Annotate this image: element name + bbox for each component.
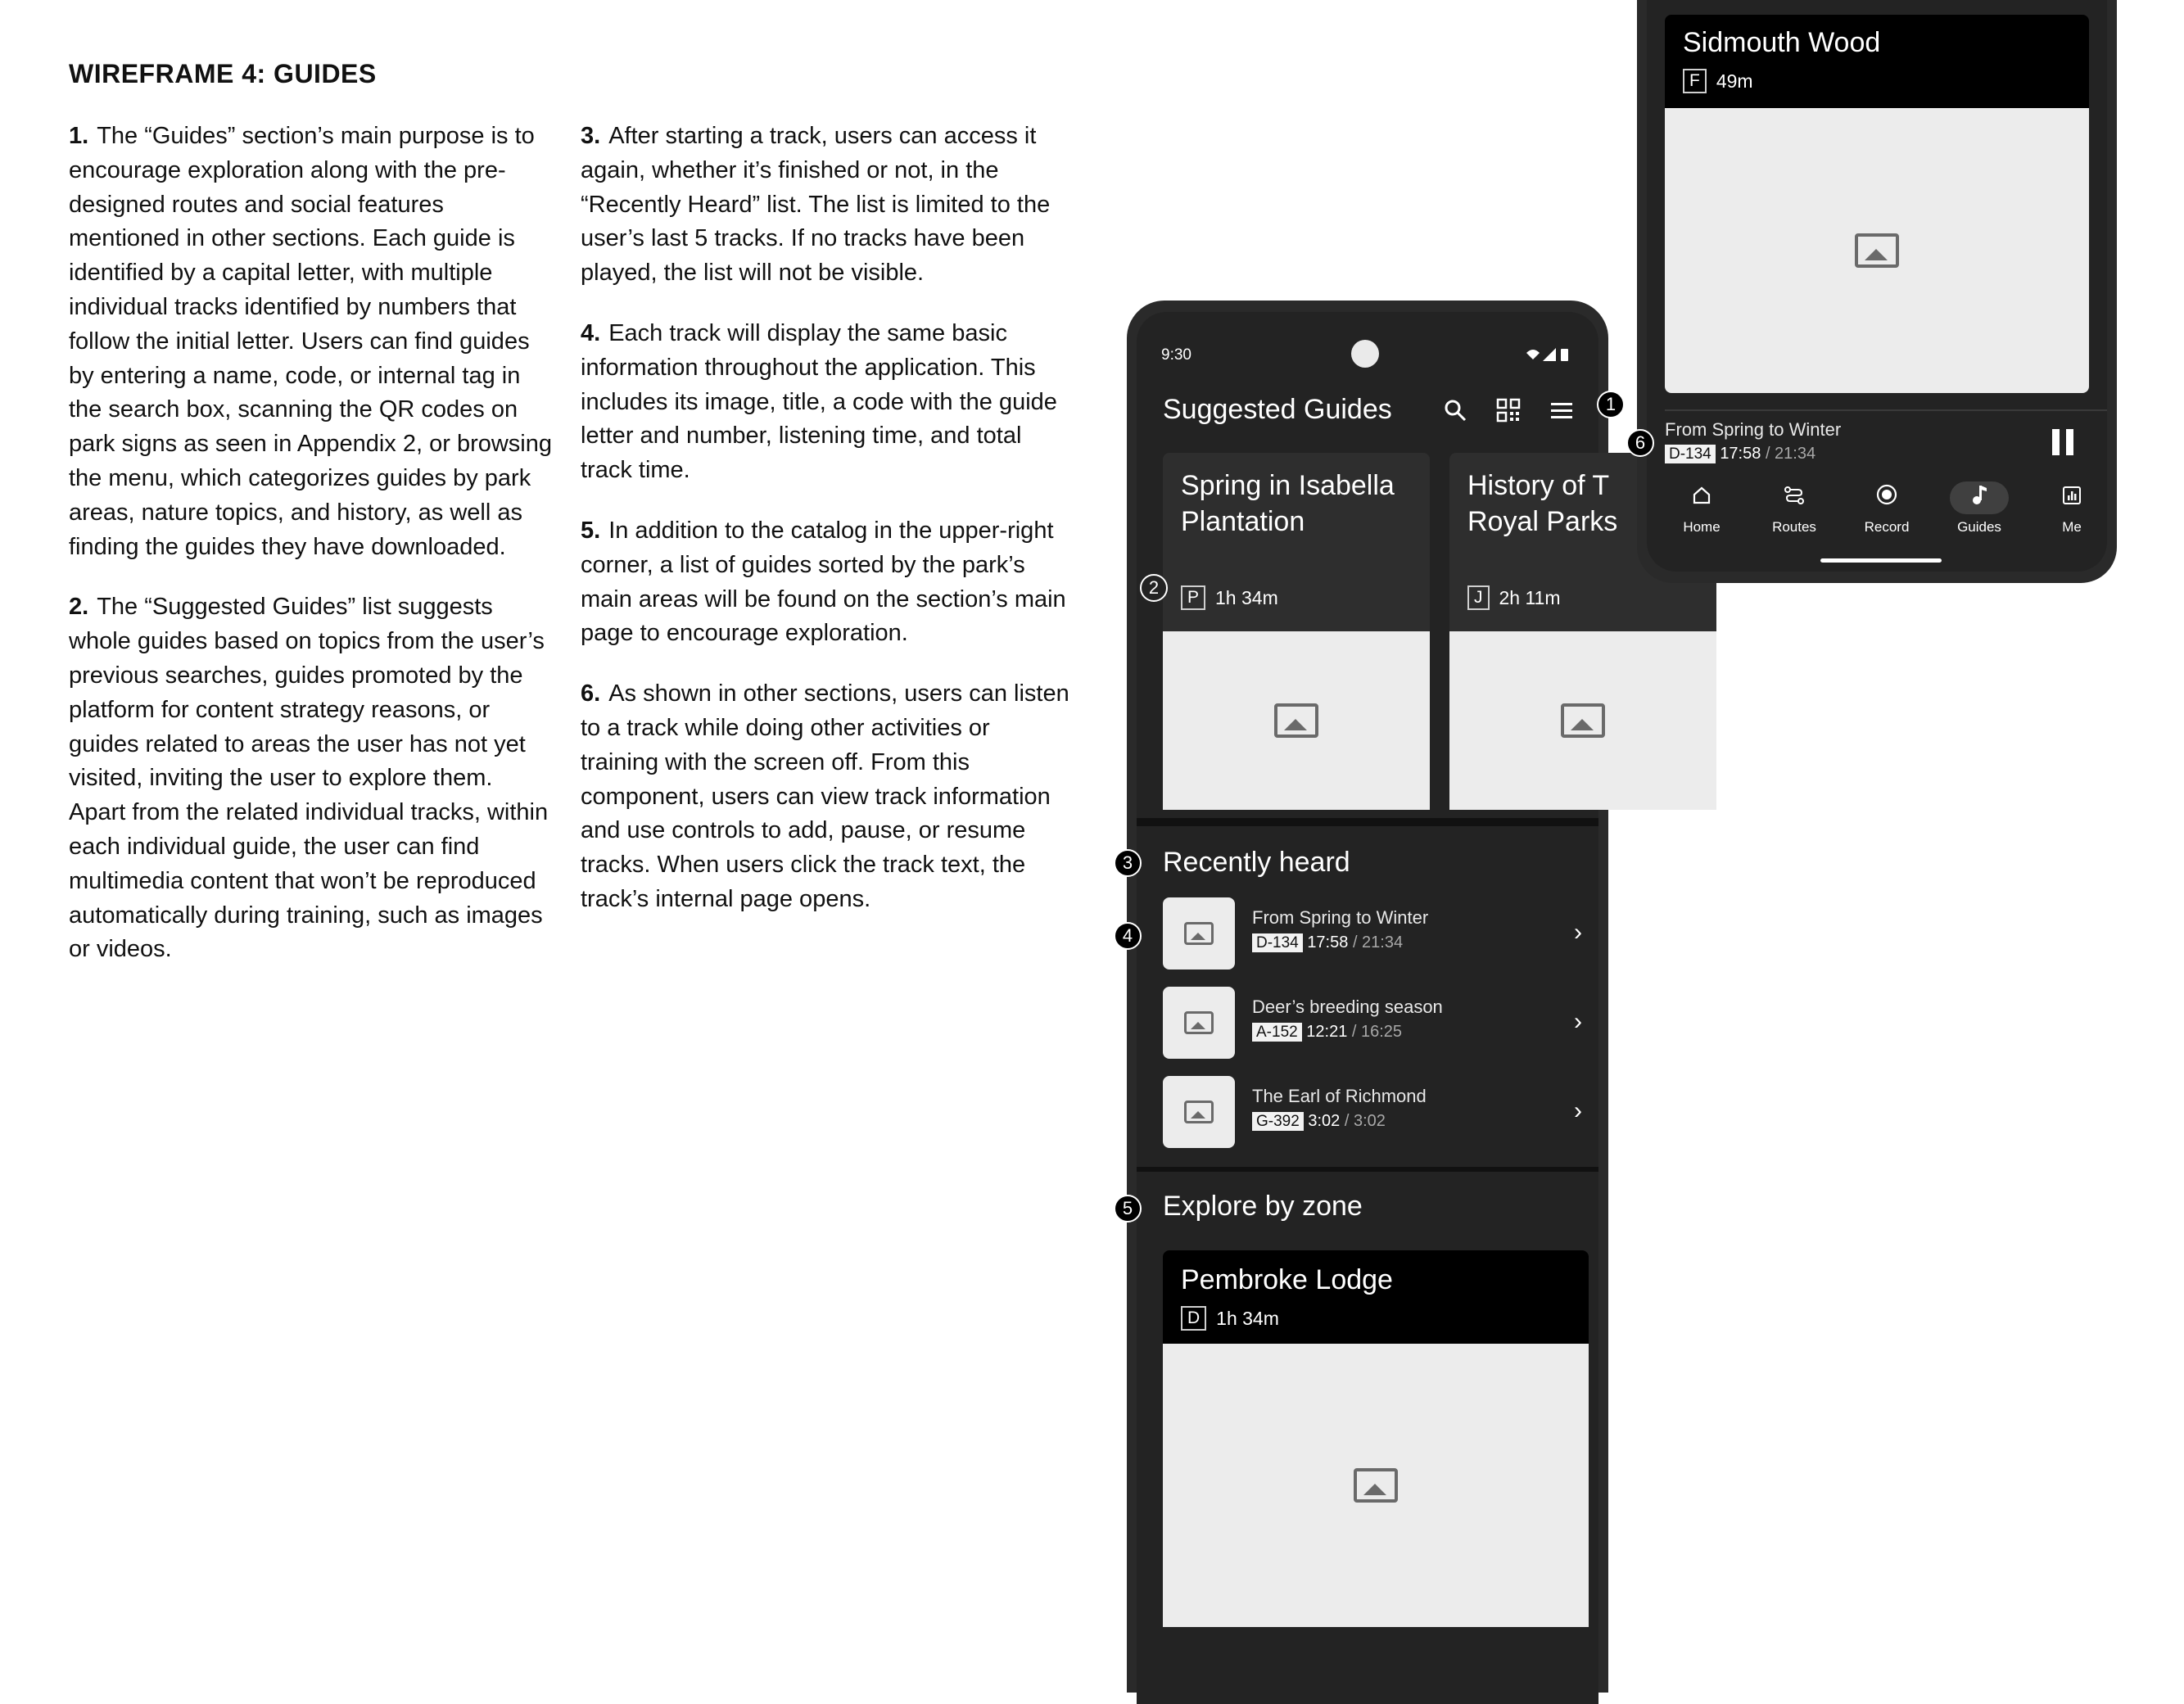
- guide-code: P: [1181, 585, 1205, 610]
- zone-code: F: [1683, 69, 1707, 93]
- nav-me[interactable]: [2035, 481, 2109, 536]
- paragraph-number: 6.: [581, 680, 601, 707]
- page-title: Suggested Guides: [1163, 394, 1392, 425]
- phone-mockup: [1127, 301, 1618, 1693]
- track-meta: [1252, 1112, 1386, 1131]
- guide-title-line: History of T: [1467, 470, 1610, 501]
- callout-marker-1: 1: [1597, 391, 1625, 418]
- paragraph-text: Each track will display the same basic information throughout the application. This includes its image, title, a code with the guide letter and number, listening time, and total track time.: [581, 319, 1057, 484]
- paragraph-number: 4.: [581, 319, 601, 346]
- nav-label: Record: [1864, 519, 1910, 535]
- track-code: A-152: [1252, 1023, 1302, 1042]
- status-time: 9:30: [1161, 346, 1191, 364]
- text-column-right: [581, 120, 1074, 943]
- zone-code: D: [1181, 1306, 1206, 1331]
- paragraph-number: 3.: [581, 123, 601, 149]
- image-placeholder: [1665, 108, 2089, 393]
- paragraph-text: The “Guides” section’s main purpose is to encourage exploration along with the pre-designed routes and social features mentioned in other sections. Each guide is identified by a capital letter, with multiple individual tracks identified by numbers that follow the initial letter. Users can find guides by entering a name, code, or internal tag in the search box, scanning the QR codes on park signs as seen in Appendix 2, or browsing the menu, which categorizes guides by park areas, nature topics, and history, as well as finding the guides they have downloaded.: [69, 123, 553, 560]
- mini-player-meta: [1665, 445, 1815, 463]
- image-placeholder: [1163, 1344, 1589, 1627]
- mini-player-title[interactable]: From Spring to Winter: [1665, 419, 1842, 440]
- nav-routes[interactable]: [1757, 481, 1831, 536]
- chevron-right-icon[interactable]: ›: [1574, 1097, 1582, 1124]
- guide-duration: 1h 34m: [1215, 586, 1278, 608]
- track-title: Deer’s breeding season: [1252, 997, 1443, 1017]
- text-column-left: [69, 120, 552, 993]
- chevron-right-icon[interactable]: ›: [1574, 1008, 1582, 1035]
- routes-icon: [1765, 481, 1824, 514]
- image-icon: [1274, 703, 1318, 738]
- guide-title-line: Plantation: [1181, 506, 1305, 537]
- menu-icon[interactable]: [1548, 399, 1576, 427]
- track-total: / 16:25: [1351, 1023, 1403, 1041]
- paragraph-1: [69, 120, 552, 564]
- track-thumbnail: [1163, 987, 1235, 1059]
- search-icon[interactable]: [1441, 399, 1469, 427]
- zone-meta: [1181, 1306, 1279, 1331]
- stats-icon: [2042, 481, 2101, 514]
- nav-record[interactable]: [1850, 481, 1924, 536]
- guide-meta: [1467, 585, 1561, 610]
- zone-duration: 49m: [1716, 70, 1753, 92]
- paragraph-number: 5.: [581, 517, 601, 544]
- track-listened: 17:58: [1307, 933, 1349, 951]
- image-placeholder: [1163, 631, 1430, 810]
- divider: [1665, 409, 2107, 411]
- phone-screen: [1137, 312, 1618, 1704]
- track-thumbnail: [1163, 897, 1235, 970]
- home-icon: [1672, 481, 1731, 514]
- paragraph-text: After starting a track, users can access it again, whether it’s finished or not, in the “Recently Heard” list. The list is limited to the user’s last 5 tracks. If no tracks have been played, the list will not be visible.: [581, 123, 1051, 287]
- track-meta: [1252, 1023, 1402, 1042]
- section-divider: [1137, 1167, 1598, 1172]
- guide-title-line: Royal Parks: [1467, 506, 1618, 537]
- track-code: D-134: [1665, 445, 1716, 463]
- callout-marker-2: 2: [1140, 574, 1168, 602]
- pause-icon[interactable]: [2051, 429, 2075, 455]
- list-item[interactable]: [1163, 897, 1589, 970]
- track-total: / 3:02: [1344, 1112, 1386, 1130]
- suggested-guide-card[interactable]: [1163, 453, 1430, 810]
- zone-title: Pembroke Lodge: [1181, 1264, 1393, 1295]
- image-icon: [1354, 1468, 1398, 1503]
- track-code: G-392: [1252, 1112, 1304, 1131]
- image-icon: [1184, 1101, 1214, 1123]
- callout-marker-4: 4: [1114, 922, 1142, 950]
- track-total: / 21:34: [1352, 933, 1404, 951]
- record-icon: [1857, 481, 1916, 514]
- track-title: The Earl of Richmond: [1252, 1086, 1427, 1106]
- chevron-right-icon[interactable]: ›: [1574, 919, 1582, 946]
- list-item[interactable]: [1163, 1076, 1589, 1148]
- image-icon: [1855, 233, 1899, 268]
- track-code: D-134: [1252, 933, 1303, 952]
- paragraph-number: 2.: [69, 594, 89, 621]
- nav-guides[interactable]: [1942, 481, 2016, 536]
- zone-duration: 1h 34m: [1216, 1307, 1279, 1329]
- track-thumbnail: [1163, 1076, 1235, 1148]
- image-placeholder: [1449, 631, 1716, 810]
- track-listened: 3:02: [1308, 1112, 1341, 1130]
- paragraph-5: [581, 514, 1074, 651]
- callout-marker-3: 3: [1114, 849, 1142, 877]
- guide-title-line: Spring in Isabella: [1181, 470, 1395, 501]
- paragraph-6: [581, 677, 1074, 917]
- paragraph-4: [581, 317, 1074, 488]
- track-meta: [1252, 933, 1403, 952]
- track-listened: 17:58: [1720, 445, 1761, 463]
- image-icon: [1184, 1011, 1214, 1034]
- paragraph-text: In addition to the catalog in the upper-right corner, a list of guides sorted by the park’s main areas will be found on the section’s main page to encourage exploration.: [581, 517, 1066, 647]
- nav-label: Guides: [1957, 519, 2001, 535]
- suggested-guides-section: [1137, 312, 1618, 826]
- phone-mockup-bottom: [1637, 0, 2117, 583]
- nav-label: Me: [2062, 519, 2082, 535]
- phone-screen-bottom: [1647, 0, 2107, 572]
- track-listened: 12:21: [1306, 1023, 1348, 1041]
- list-item[interactable]: [1163, 987, 1589, 1059]
- music-note-icon: [1950, 481, 2009, 514]
- paragraph-text: As shown in other sections, users can listen to a track while doing other activities or training with the screen off. From this component, users can view track information and use controls to add, pause, or resume tracks. When users click the track text, the track’s internal page opens.: [581, 680, 1069, 912]
- guide-code: J: [1467, 585, 1490, 610]
- guide-meta: [1181, 585, 1278, 610]
- callout-marker-6: 6: [1626, 429, 1654, 457]
- zone-card[interactable]: [1163, 1250, 1589, 1627]
- zone-card[interactable]: [1665, 15, 2089, 393]
- zone-title: Sidmouth Wood: [1683, 27, 1881, 58]
- explore-by-zone-title: Explore by zone: [1163, 1191, 1363, 1222]
- nav-label: Routes: [1772, 519, 1816, 535]
- zone-meta: [1683, 69, 1753, 93]
- document-title: WIREFRAME 4: GUIDES: [69, 59, 377, 88]
- image-icon: [1184, 922, 1214, 945]
- paragraph-number: 1.: [69, 123, 89, 149]
- image-icon: [1561, 703, 1605, 738]
- callout-marker-5: 5: [1114, 1195, 1142, 1223]
- track-total: / 21:34: [1765, 445, 1816, 463]
- section-divider: [1137, 818, 1598, 826]
- paragraph-3: [581, 120, 1074, 291]
- nav-label: Home: [1683, 519, 1721, 535]
- recently-heard-title: Recently heard: [1163, 847, 1350, 878]
- guide-title: [1467, 468, 1617, 540]
- qr-code-icon[interactable]: [1494, 399, 1522, 427]
- paragraph-2: [69, 590, 552, 967]
- guide-duration: 2h 11m: [1499, 586, 1561, 608]
- home-indicator: [1820, 558, 1942, 563]
- guide-title: [1181, 468, 1395, 540]
- paragraph-text: The “Suggested Guides” list suggests whole guides based on topics from the user’s previous searches, guides promoted by the platform for content strategy reasons, or guides related to areas the user has not yet visited, inviting the user to explore them. Apart from the related individual tracks, within each individual guide, the user can find multimedia content that won’t be reproduced automatically during training, such as images or videos.: [69, 594, 549, 963]
- nav-home[interactable]: [1665, 481, 1739, 536]
- track-title: From Spring to Winter: [1252, 907, 1429, 928]
